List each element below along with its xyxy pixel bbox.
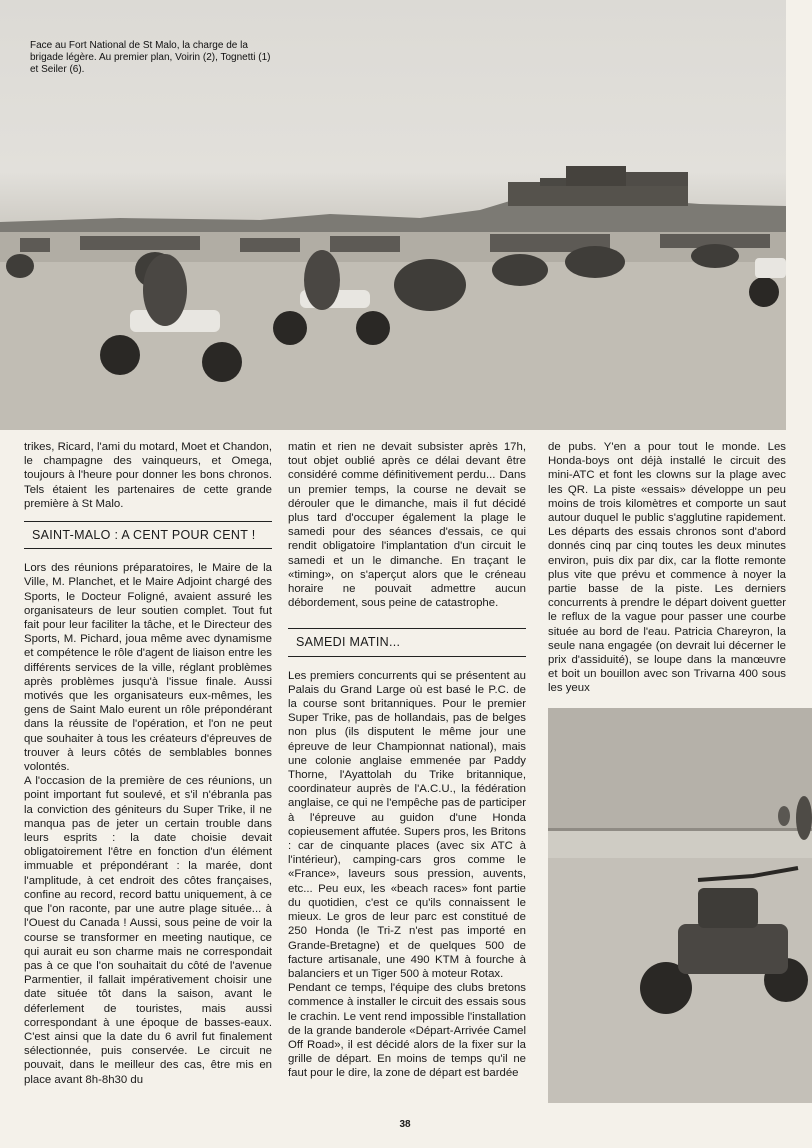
- photo-trike-scene: [548, 708, 812, 1103]
- column-2-paragraph-1: matin et rien ne devait subsister après 17h, tout objet oublié après ce délai devant être considéré comme définitivement perdu... Dans un premier temps, la course ne devait se dérouler que le dimanche, mais il fut décidé plus tard d'occuper également la plage le samedi pour des séances d'essais, ce qui rendit obligatoire l'implantation d'un circuit le samedi et un le dimanche. En traçant le «timing», on s'aperçut alors que le créneau horaire ne pouvait admettre aucun débordement, sous peine de catastrophe.: [288, 441, 526, 610]
- column-3: [548, 440, 786, 696]
- column-2-paragraph-3: Pendant ce temps, l'équipe des clubs bretons commence à installer le circuit des essais sous le crachin. Le vent rend impossible l'installation de la grande banderole «Départ-Arrivée Camel Off Road», il est décidé alors de la fixer sur la grille de départ. En moins de temps qu'il ne faut pour le dire, la zone de départ est bardée: [288, 982, 526, 1080]
- column-2: [288, 440, 526, 1081]
- column-3-paragraph-1: de pubs. Y'en a pour tout le monde. Les Honda-boys ont déjà installé le circuit des mini-ATC et font les clowns sur la plage avec les QR. La piste «essais» développe un peu moins de trois kilomètres et comporte un saut autour duquel le public s'agglutine rapidement. Les départs des essais chronos sont d'abord donnés cinq par cinq toutes les deux minutes environ, puis dix par dix, car la flotte remonte plus vite que prévu et commence à noyer la partie basse de la piste. Les derniers concurrents à prendre le départ doivent guetter le reflux de la vague pour passer une courbe située au bord de l'eau. Patricia Chareyron, la seule nana engagée (on devrait lui décerner le prix d'assiduité), se loupe dans la manœuvre et boit un bouillon avec son Trivarna 400 sous les yeux: [548, 441, 786, 695]
- photo-caption: Face au Fort National de St Malo, la charge de la brigade légère. Au premier plan, Voirin (2), Tognetti (1) et Seiler (6).: [30, 40, 271, 75]
- column-1-paragraph-1: Lors des réunions préparatoires, le Maire de la Ville, M. Planchet, et le Maire Adjoint chargé des Sports, le Docteur Foligné, avaient assuré les organisateurs de leur soutien complet. Tout fut fait pour leur faciliter la tâche, et le Directeur des Sports, M. Pichard, joua même avec dynamisme et compétence le rôle d'agent de liaison entre les différents services de la ville, réglant problèmes après problèmes jusqu'à l'issue finale. Aussi motivés que les organisateurs eux-mêmes, les gens de Saint Malo eurent un rôle prépondérant dans la réussite de l'opération, et l'on ne peut que souhaiter à tous les créateurs d'épreuves de trouver à leurs côtés de semblables bonnes volontés.: [24, 562, 272, 774]
- column-2-paragraph-2: Les premiers concurrents qui se présentent au Palais du Grand Large où est basé le P.C. de la course sont britanniques. Pour le premier Super Trike, pas de hollandais, pas de belges non plus (ils disputent le même jour une épreuve de leur Championnat national), mais une colonie anglaise emmenée par Paddy Thorne, l'Ayattolah du Trike britannique, coordinateur auprès de l'A.C.U., la fédération anglaise, ce qui ne l'empêche pas de participer à l'épreuve au guidon d'une Honda copieusement affutée. Supers pros, les Britons : car de cinquante places (avec six ATC à l'intérieur), camping-cars gros comme le «France», laveurs sous pression, auvents, etc... Peu eux, les «beach races» font partie du quotidien, c'est ce qu'ils connaissent le mieux. Le gros de leur parc est constitué de 250 Honda (le Tri-Z n'est pas importé en Grande-Bretagne) et de quelques 500 de facture artisanale, une 490 KTM à fourche à balanciers et un Tiger 500 à moteur Rotax.: [288, 669, 526, 980]
- section-heading-saint-malo: SAINT-MALO : A CENT POUR CENT !: [24, 521, 272, 549]
- column-1: [24, 440, 272, 1087]
- column-1-intro: trikes, Ricard, l'ami du motard, Moet et Chandon, le champagne des vainqueurs, et Omega, toujours à l'heure pour donner les bons chronos. Tels étaient les partenaires de cette grande première à St Malo.: [24, 441, 272, 510]
- column-1-paragraph-2: A l'occasion de la première de ces réunions, un point important fut soulevé, et s'il n'ébranla pas la conviction des géniteurs du Super Trike, il ne manqua pas de jeter un certain trouble dans leurs esprits : la date choisie devait obligatoirement l'être en fonction d'un élément immuable et prépondérant : la marée, dont l'amplitude, à cet endroit des côtes françaises, confine au record, record battu uniquement, à ce que l'on raconte, par une autre plage située... à l'Ouest du Canada ! Aussi, sous peine de voir la course se transformer en meeting nautique, ce qui aurait eu son charme mais ne correspondait pas à ce que l'on souhaitait du côté de l'avenue Parmentier, il fallait impérativement choisir une date située tôt dans la saison, avant le déferlement de touristes, mais aussi correspondant à une époque de basses-eaux. C'est ainsi que la date du 6 avril fut finalement sélectionnée, puis conservée. Le circuit ne pouvait, dans le meilleur des cas, être mis en place avant 8h-8h30 du: [24, 775, 272, 1086]
- photo-beach-race-start: [0, 0, 786, 430]
- photo-trike-on-beach: [548, 708, 812, 1103]
- page-number: 38: [399, 1119, 411, 1130]
- section-heading-samedi-matin: SAMEDI MATIN...: [288, 628, 526, 656]
